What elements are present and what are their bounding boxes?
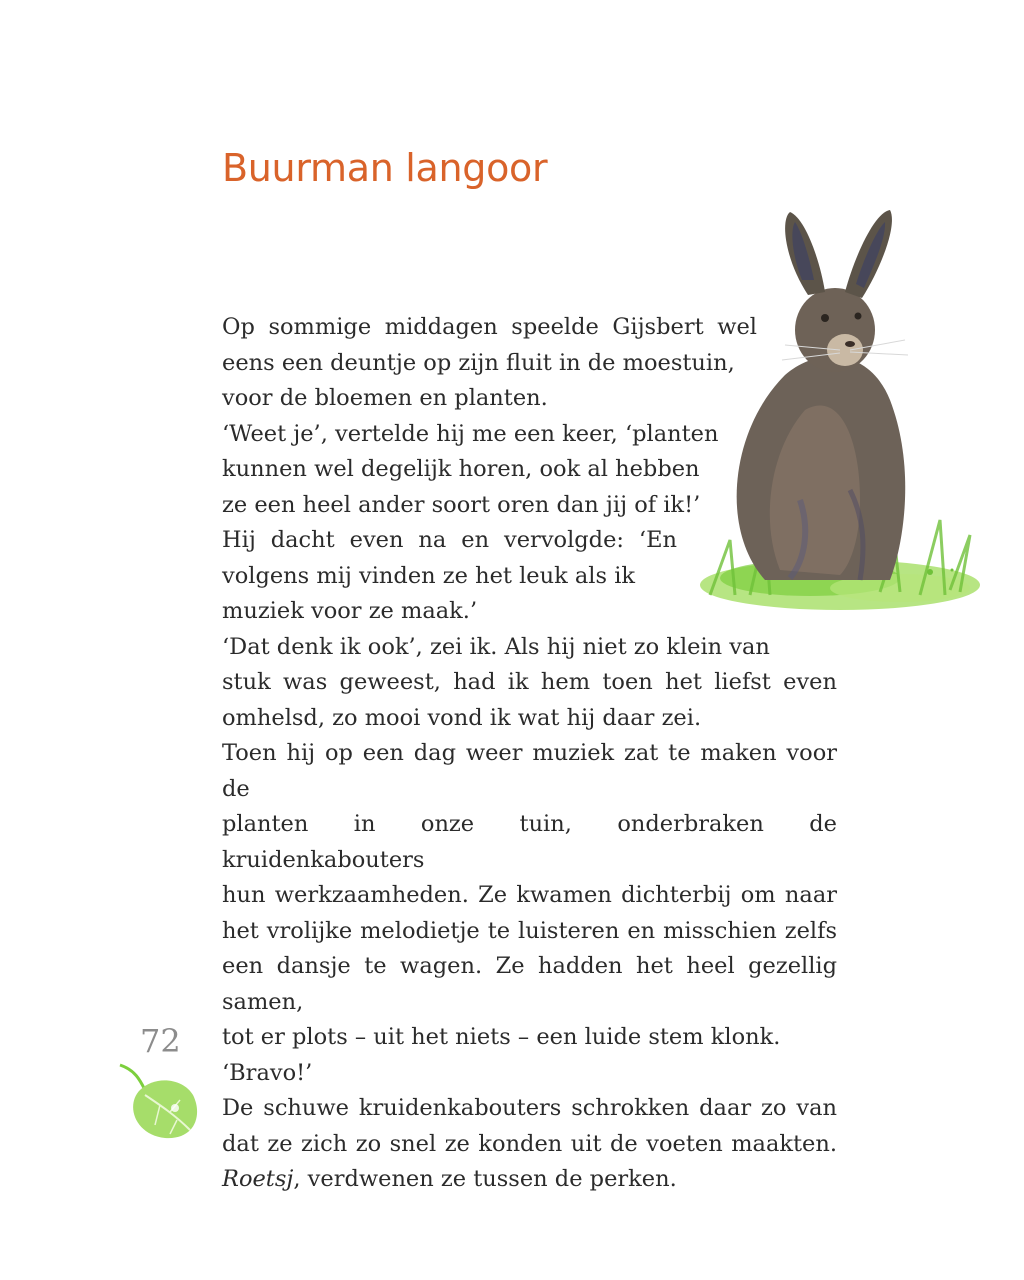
chapter-title: Buurman langoor	[222, 146, 548, 190]
text-line: kunnen wel degelijk horen, ook al hebben	[222, 456, 700, 482]
text-line: stuk was geweest, had ik hem toen het liefst even	[222, 669, 837, 695]
text-line: omhelsd, zo mooi vond ik wat hij daar zei.	[222, 704, 702, 731]
text-line: ‘Dat denk ik ook’, zei ik. Als hij niet zo klein van	[222, 633, 770, 660]
text-line: Op sommige middagen speelde Gijsbert wel	[222, 314, 757, 340]
text-line: De schuwe kruidenkabouters schrokken daar zo van	[222, 1095, 837, 1121]
text-line: planten in onze tuin, onderbraken de kruidenkabouters	[222, 811, 837, 873]
text-line: volgens mij vinden ze het leuk als ik	[222, 562, 636, 589]
page-number: 72	[140, 1022, 181, 1060]
text-line: tot er plots – uit het niets – een luide stem klonk.	[222, 1024, 781, 1050]
story-text	[222, 310, 842, 1198]
text-line: voor de bloemen en planten.	[222, 385, 548, 411]
text-line: ze een heel ander soort oren dan jij of ik!’	[222, 491, 701, 518]
text-line: een dansje te wagen. Ze hadden het heel gezellig samen,	[222, 953, 837, 1015]
leaf-illustration	[115, 1060, 205, 1140]
italic-word: Roetsj	[222, 1166, 294, 1192]
text-line: Toen hij op een dag weer muziek zat te maken voor de	[222, 740, 837, 802]
text-line: ‘Bravo!’	[222, 1059, 313, 1086]
text-line: hun werkzaamheden. Ze kwamen dichterbij om naar	[222, 882, 837, 908]
text-line: ‘Weet je’, vertelde hij me een keer, ‘planten	[222, 420, 719, 447]
text-line-last	[222, 1162, 842, 1198]
text-line: dat ze zich zo snel ze konden uit de voeten maakten.	[222, 1130, 837, 1157]
text-line: eens een deuntje op zijn fluit in de moestuin,	[222, 349, 735, 376]
text-line-rest: , verdwenen ze tussen de perken.	[293, 1166, 677, 1192]
text-line: het vrolijke melodietje te luisteren en misschien zelfs	[222, 917, 837, 944]
text-line: Hij dacht even na en vervolgde: ‘En	[222, 527, 677, 553]
text-line: muziek voor ze maak.’	[222, 598, 478, 624]
